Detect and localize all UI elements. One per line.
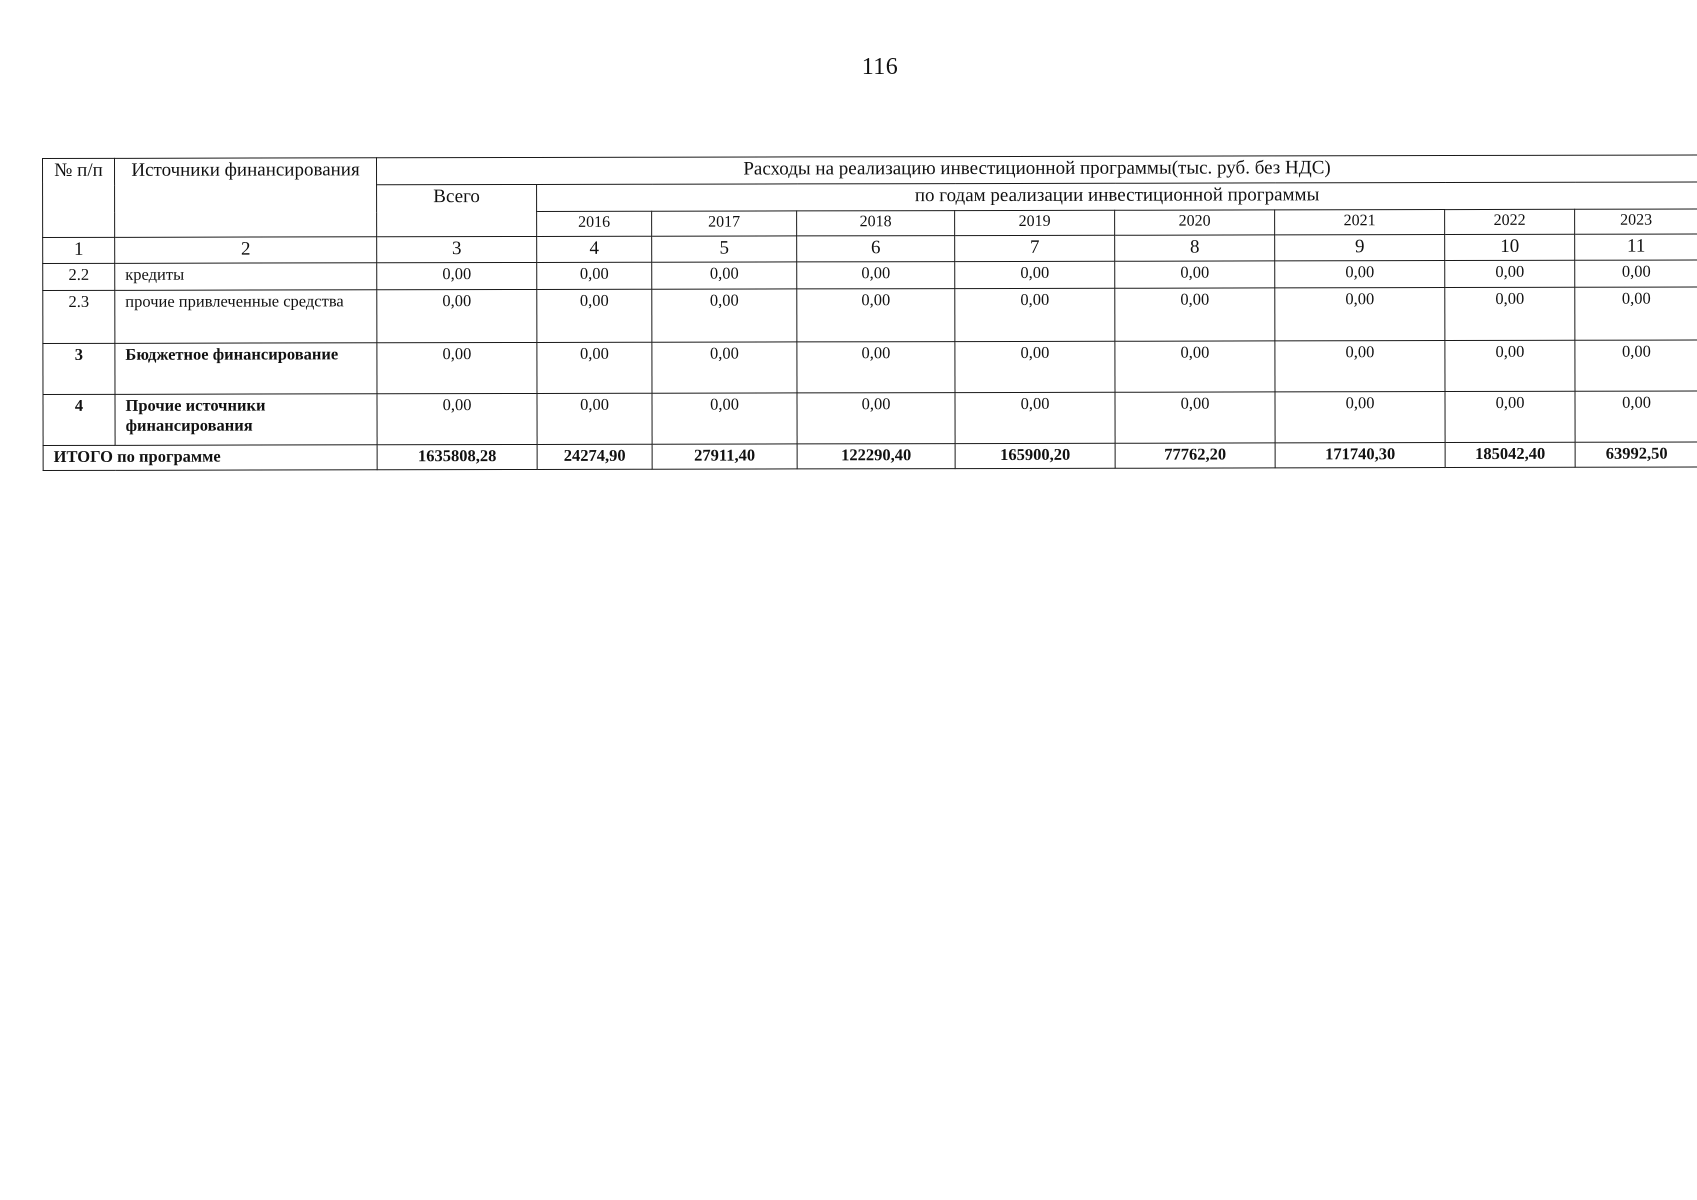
year-header: 2019: [955, 210, 1115, 235]
column-number: 7: [955, 235, 1115, 261]
column-number: 9: [1275, 235, 1445, 261]
row-value: 0,00: [955, 341, 1115, 392]
column-number: 4: [537, 236, 652, 262]
total-label: ИТОГО по программе: [43, 445, 377, 471]
total-value: 24274,90: [537, 444, 652, 469]
expenses-header: Расходы на реализацию инвестиционной программы(тыс. руб. без НДС): [377, 155, 1697, 185]
row-value: 0,00: [1575, 391, 1697, 442]
total-value: 171740,30: [1275, 443, 1445, 468]
row-value: 0,00: [652, 289, 797, 342]
total-value: 185042,40: [1445, 442, 1575, 467]
row-value: 0,00: [955, 288, 1115, 341]
row-value: 0,00: [1445, 287, 1575, 340]
year-header: 2021: [1275, 210, 1445, 235]
column-number: 3: [377, 236, 537, 262]
row-value: 0,00: [1115, 288, 1275, 341]
table-row: [43, 260, 1697, 290]
total-header: Всего: [377, 184, 537, 236]
row-value: 0,00: [955, 392, 1115, 443]
row-value: 0,00: [652, 342, 797, 393]
row-number: 4: [43, 394, 115, 445]
total-value: 27911,40: [652, 444, 797, 469]
total-value: 63992,50: [1575, 442, 1697, 467]
column-number: 8: [1115, 235, 1275, 261]
row-value: 0,00: [537, 289, 652, 342]
by-years-header: по годам реализации инвестиционной программы: [537, 182, 1697, 211]
row-value: 0,00: [797, 289, 955, 342]
row-value: 0,00: [1275, 288, 1445, 341]
column-number: 2: [115, 237, 377, 264]
row-value: 0,00: [537, 393, 652, 444]
row-value: 0,00: [1575, 287, 1697, 340]
year-header: 2022: [1445, 209, 1575, 234]
row-value: 0,00: [377, 393, 537, 444]
row-value: 0,00: [652, 393, 797, 444]
row-value: 0,00: [797, 262, 955, 289]
row-number: 2.2: [43, 263, 115, 290]
page-number: 116: [861, 54, 899, 80]
total-value: 122290,40: [797, 444, 955, 469]
table-row: [43, 287, 1697, 343]
row-value: 0,00: [1445, 391, 1575, 442]
row-value: 0,00: [1115, 261, 1275, 288]
row-value: 0,00: [537, 262, 652, 289]
row-value: 0,00: [1275, 392, 1445, 443]
total-value: 77762,20: [1115, 443, 1275, 468]
row-value: 0,00: [797, 342, 955, 393]
column-number: 11: [1575, 234, 1697, 260]
row-value: 0,00: [377, 262, 537, 289]
year-header: 2020: [1115, 210, 1275, 235]
row-source-name: кредиты: [115, 263, 377, 291]
row-value: 0,00: [537, 342, 652, 393]
row-source-name: прочие привлеченные средства: [115, 290, 377, 344]
column-number: 10: [1445, 234, 1575, 260]
row-source-name: Прочие источники финансирования: [115, 394, 377, 446]
year-header: 2018: [797, 211, 955, 236]
row-value: 0,00: [955, 261, 1115, 288]
row-value: 0,00: [1115, 392, 1275, 443]
year-header: 2017: [652, 211, 797, 236]
row-value: 0,00: [377, 342, 537, 393]
num-header: № п/п: [43, 158, 115, 237]
row-value: 0,00: [1275, 261, 1445, 288]
total-value: 165900,20: [955, 443, 1115, 468]
row-value: 0,00: [1575, 260, 1697, 287]
column-number: 6: [797, 236, 955, 262]
row-value: 0,00: [377, 289, 537, 342]
row-source-name: Бюджетное финансирование: [115, 343, 377, 395]
row-value: 0,00: [1575, 340, 1697, 391]
column-number: 5: [652, 236, 797, 262]
row-value: 0,00: [1275, 341, 1445, 392]
row-value: 0,00: [652, 262, 797, 289]
year-header: 2016: [537, 211, 652, 236]
column-number: 1: [43, 237, 115, 263]
table-row: [43, 340, 1697, 394]
row-number: 2.3: [43, 290, 115, 343]
row-value: 0,00: [797, 393, 955, 444]
total-value: 1635808,28: [377, 444, 537, 469]
table-row: [43, 391, 1697, 445]
row-number: 3: [43, 343, 115, 394]
row-value: 0,00: [1115, 341, 1275, 392]
row-value: 0,00: [1445, 260, 1575, 287]
year-header: 2023: [1575, 209, 1697, 234]
investment-expenses-table: [42, 155, 1697, 471]
row-value: 0,00: [1445, 340, 1575, 391]
source-header: Источники финансирования: [115, 158, 377, 238]
